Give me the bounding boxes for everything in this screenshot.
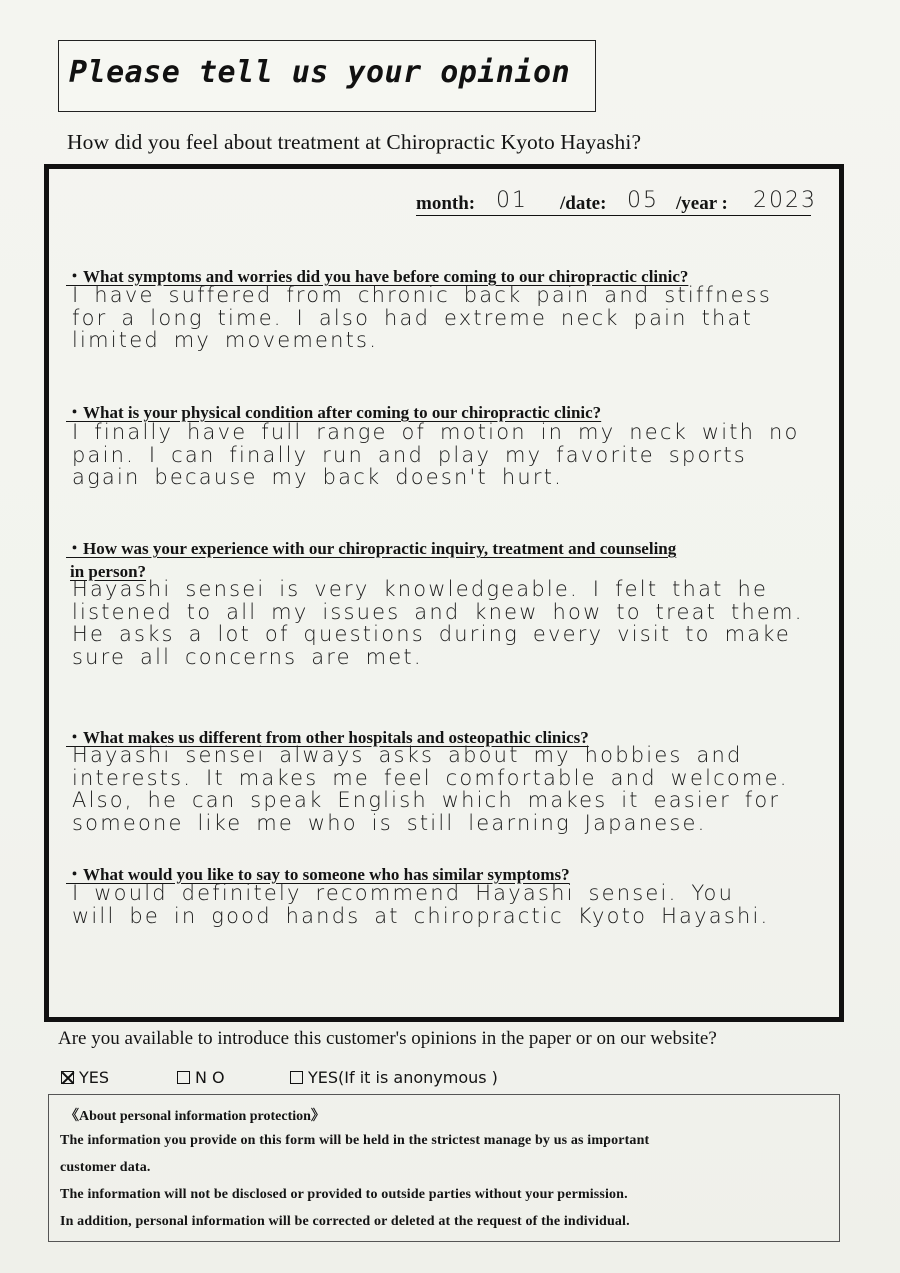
answer-recommend[interactable]: I would definitely recommend Hayashi sensei. You will be in good hands at chiropractic Kyoto Hayashi. [72,881,770,928]
checkbox-checked-icon[interactable] [61,1071,74,1084]
privacy-title: 《About personal information protection》 [65,1109,325,1124]
question-before-symptoms: ・What symptoms and worries did you have before coming to our chiropractic clinic? [66,267,689,286]
answer-difference[interactable]: Hayashi sensei always asks about my hobbies and interests. It makes me feel comfortable and welcome. Also, he can speak English which makes it easier for someone like me who is still learning Japanese. [72,743,789,835]
page-title: Please tell us your opinion [69,55,571,90]
option-anonymous-label: YES(If it is anonymous ) [308,1068,498,1087]
year-label: /year : [676,193,728,214]
privacy-line-4: In addition, personal information will be corrected or deleted at the request of the individual. [60,1214,630,1229]
main-question: How did you feel about treatment at Chiropractic Kyoto Hayashi? [67,130,642,154]
month-label: month: [416,193,476,214]
question-experience-cont: in person? [70,562,147,581]
answer-condition-after[interactable]: I finally have full range of motion in my neck with no pain. I can finally run and play my favorite sports again because my back doesn't hurt. [72,420,800,489]
title-box [58,40,596,112]
question-recommend: ・What would you like to say to someone who has similar symptoms? [66,865,570,884]
date-value[interactable]: 05 [627,188,659,213]
answer-before-symptoms[interactable]: I have suffered from chronic back pain and stiffness for a long time. I also had extreme neck pain that limited my movements. [72,283,772,352]
date-label: /date: [560,193,607,214]
year-value[interactable]: 2023 [753,188,817,213]
date-line [416,188,817,216]
question-experience: ・How was your experience with our chiropractic inquiry, treatment and counseling [66,539,677,558]
privacy-line-3: The information will not be disclosed or provided to outside parties without your permission. [60,1187,628,1202]
answer-experience[interactable]: Hayashi sensei is very knowledgeable. I felt that he listened to all my issues and knew how to treat them. He asks a lot of questions during every visit to make sure all concerns are met. [72,577,804,669]
question-difference: ・What makes us different from other hospitals and osteopathic clinics? [66,728,589,747]
availability-question: Are you available to introduce this customer's opinions in the paper or on our website? [58,1028,717,1049]
privacy-notice [48,1094,840,1242]
privacy-line-2: customer data. [60,1160,151,1175]
option-yes-label: YES [79,1068,110,1087]
option-anonymous[interactable] [290,1068,498,1087]
option-yes[interactable] [61,1068,109,1087]
privacy-line-1: The information you provide on this form will be held in the strictest manage by us as important [60,1133,650,1148]
question-condition-after: ・What is your physical condition after coming to our chiropractic clinic? [66,403,602,422]
checkbox-icon[interactable] [177,1071,190,1084]
month-value[interactable]: 01 [496,188,528,213]
option-no[interactable] [177,1068,225,1087]
checkbox-icon[interactable] [290,1071,303,1084]
option-no-label: N O [195,1068,225,1087]
